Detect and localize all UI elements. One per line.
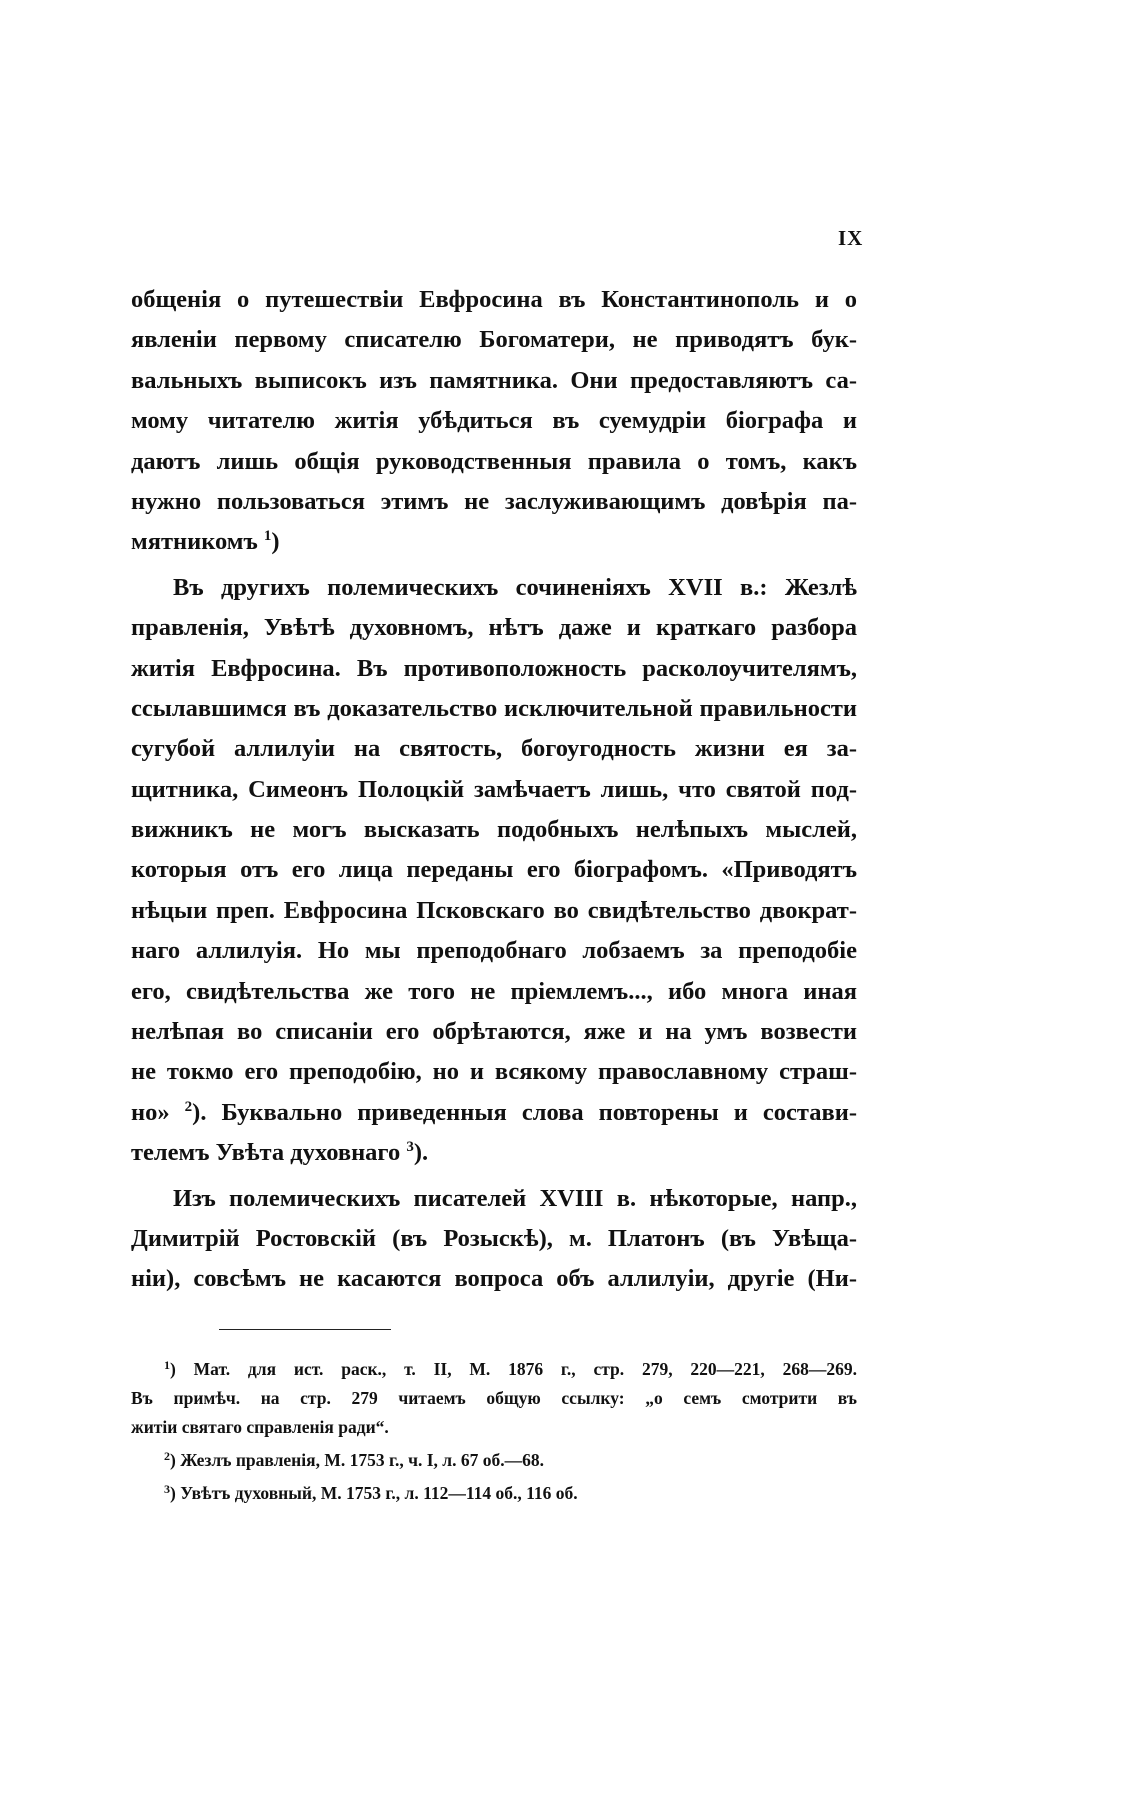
text-line: нелѣпая во списаніи его обрѣтаются, яже и на умъ возвести bbox=[131, 1018, 857, 1046]
footnote-marker: 2 bbox=[164, 1449, 170, 1463]
text-line: вальныхъ выписокъ изъ памятника. Они предоставляютъ са- bbox=[131, 366, 857, 394]
text-line: Димитрій Ростовскій (въ Розыскѣ), м. Платонъ (въ Увѣща- bbox=[131, 1224, 857, 1252]
footnote-marker: 3 bbox=[164, 1482, 170, 1496]
text-fragment: телемъ Увѣта духовнаго bbox=[131, 1139, 401, 1167]
text-fragment: ). Буквально приведенныя слова повторены и состави- bbox=[192, 1098, 857, 1126]
text-line: правленія, Увѣтѣ духовномъ, нѣтъ даже и краткаго разбора bbox=[131, 614, 857, 642]
text-line: его, свидѣтельства же того не пріемлемъ..., ибо многа иная bbox=[131, 977, 857, 1005]
text-line: которыя отъ его лица переданы его біографомъ. «Приводятъ bbox=[131, 856, 857, 884]
text-line: не токмо его преподобію, но и всякому православному страш- bbox=[131, 1058, 857, 1086]
footnote-text: ) Жезлъ правленія, М. 1753 г., ч. I, л. 67 об.—68. bbox=[170, 1450, 544, 1470]
text-line bbox=[131, 1133, 857, 1173]
text-line: ссылавшимся въ доказательство исключительной правильности bbox=[131, 694, 857, 722]
text-line: мому читателю житія убѣдиться въ суемудріи біографа и bbox=[131, 407, 857, 435]
text-line: Изъ полемическихъ писателей XVIII в. нѣкоторые, напр., bbox=[173, 1184, 857, 1212]
text-line: общенія о путешествіи Евфросина въ Константинополь и о bbox=[131, 286, 857, 313]
text-fragment: ) bbox=[271, 528, 280, 556]
footnote-reference: 1 bbox=[263, 528, 272, 545]
footnote-marker: 1 bbox=[164, 1358, 170, 1372]
footnote-1-line: житіи святаго справленія ради“. bbox=[131, 1417, 389, 1437]
text-line: вижникъ не могъ высказать подобныхъ нелѣпыхъ мыслей, bbox=[131, 816, 857, 844]
footnote-2-line bbox=[131, 1446, 857, 1475]
footnote-divider bbox=[219, 1329, 391, 1330]
page-number: IX bbox=[838, 226, 864, 250]
footnote-reference: 3 bbox=[406, 1139, 414, 1156]
text-line: наго аллилуія. Но мы преподобнаго лобзаемъ за преподобіе bbox=[131, 937, 857, 965]
footnotes bbox=[131, 1355, 857, 1508]
footnote-text: ) Мат. для ист. раск., т. II, М. 1876 г., стр. 279, 220—221, 268—269. bbox=[170, 1359, 857, 1379]
text-fragment: мятникомъ bbox=[131, 528, 258, 556]
text-line: явленіи первому списателю Богоматери, не приводятъ бук- bbox=[131, 326, 857, 354]
text-line: нѣцыи преп. Евфросина Псковскаго во свидѣтельство двократ- bbox=[131, 896, 857, 924]
footnote-1-line bbox=[131, 1355, 857, 1384]
text-fragment: ). bbox=[413, 1139, 429, 1167]
footnote-text: ) Увѣтъ духовный, М. 1753 г., л. 112—114 об., 116 об. bbox=[170, 1483, 578, 1503]
text-line: щитника, Симеонъ Полоцкій замѣчаетъ лишь, что святой под- bbox=[131, 775, 857, 803]
footnote-3-line bbox=[131, 1479, 857, 1508]
text-line: житія Евфросина. Въ противоположность расколоучителямъ, bbox=[131, 654, 857, 682]
text-line: даютъ лишь общія руководственныя правила о томъ, какъ bbox=[131, 447, 857, 475]
text-line: нужно пользоваться этимъ не заслуживающимъ довѣрія па- bbox=[131, 487, 857, 515]
text-line: ніи), совсѣмъ не касаются вопроса объ аллилуіи, другіе (Ни- bbox=[131, 1265, 857, 1293]
text-line: сугубой аллилуіи на святость, богоугодность жизни ея за- bbox=[131, 735, 857, 763]
text-line: Въ другихъ полемическихъ сочиненіяхъ XVII в.: Жезлѣ bbox=[173, 573, 857, 601]
text-line bbox=[131, 522, 857, 562]
footnote-reference: 2 bbox=[184, 1098, 193, 1115]
footnote-1-line: Въ примѣч. на стр. 279 читаемъ общую ссылку: „о семъ смотрити въ bbox=[131, 1388, 857, 1408]
text-fragment: но» bbox=[131, 1098, 170, 1126]
text-line bbox=[131, 1093, 857, 1133]
main-text bbox=[131, 280, 857, 1300]
